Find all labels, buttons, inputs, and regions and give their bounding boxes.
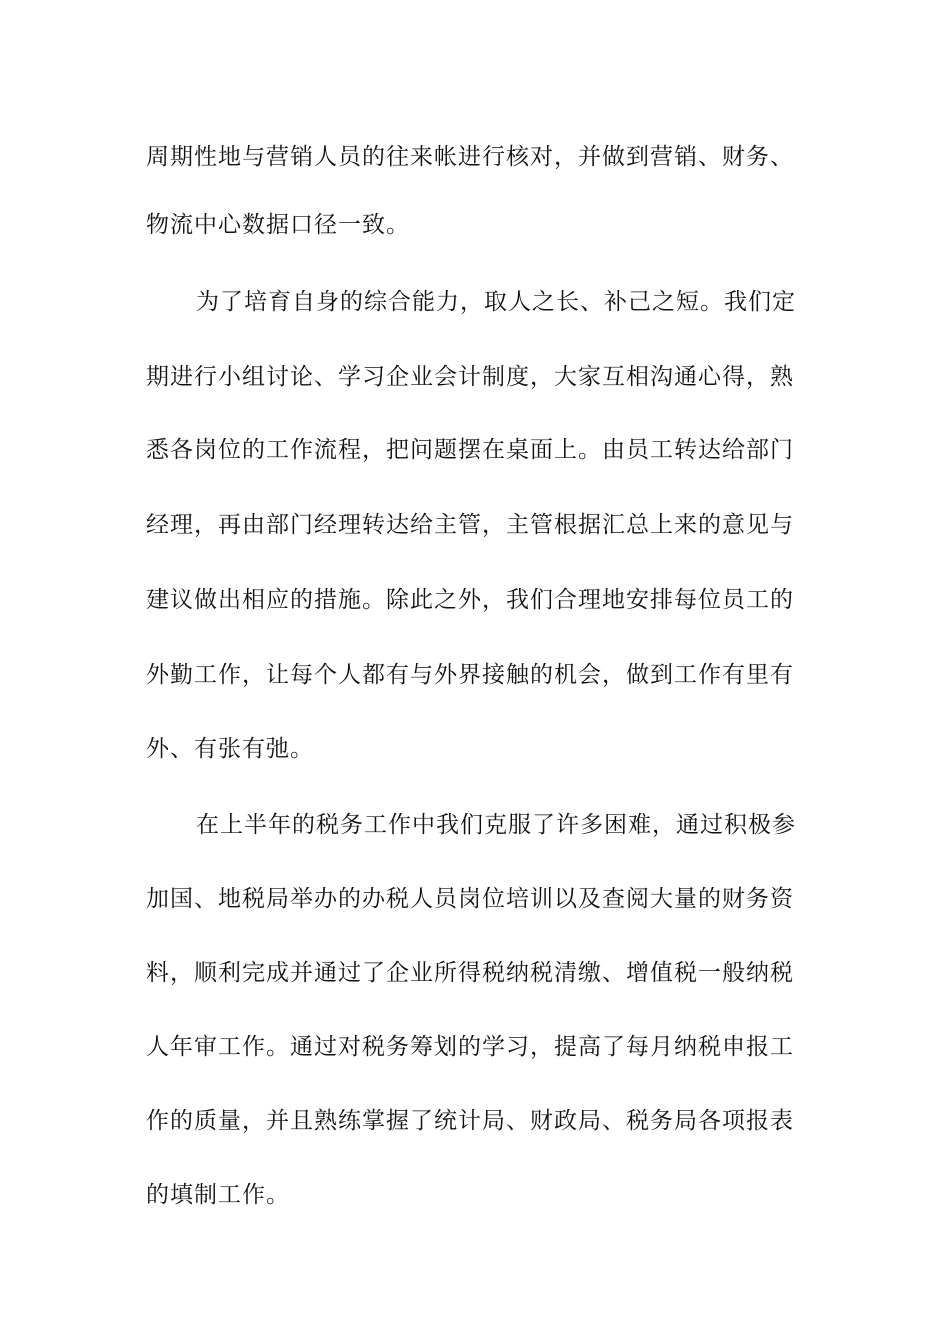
- paragraph-line: 建议做出相应的措施。除此之外，我们合理地安排每位员工的: [146, 587, 794, 613]
- paragraph-line: 人年审工作。通过对税务筹划的学习，提高了每月纳税申报工: [146, 1034, 794, 1060]
- paragraph-line: 为了培育自身的综合能力，取人之长、补己之短。我们定: [196, 289, 796, 315]
- paragraph-line: 外勤工作，让每个人都有与外界接触的机会，做到工作有里有: [146, 662, 794, 688]
- paragraph-line: 外、有张有弛。: [146, 736, 314, 762]
- paragraph-line: 物流中心数据口径一致。: [146, 212, 410, 238]
- paragraph-line: 作的质量，并且熟练掌握了统计局、财政局、税务局各项报表: [146, 1108, 794, 1134]
- paragraph-line: 加国、地税局举办的办税人员岗位培训以及查阅大量的财务资: [146, 886, 794, 912]
- paragraph-line: 的填制工作。: [146, 1182, 290, 1208]
- paragraph-line: 期进行小组讨论、学习企业会计制度，大家互相沟通心得，熟: [146, 364, 794, 390]
- paragraph-line: 经理，再由部门经理转达给主管，主管根据汇总上来的意见与: [146, 512, 794, 538]
- paragraph-line: 周期性地与营销人员的往来帐进行核对，并做到营销、财务、: [146, 144, 794, 170]
- paragraph-line: 悉各岗位的工作流程，把问题摆在桌面上。由员工转达给部门: [146, 437, 794, 463]
- paragraph-line: 料，顺利完成并通过了企业所得税纳税清缴、增值税一般纳税: [146, 960, 794, 986]
- paragraph-line: 在上半年的税务工作中我们克服了许多困难，通过积极参: [196, 812, 796, 838]
